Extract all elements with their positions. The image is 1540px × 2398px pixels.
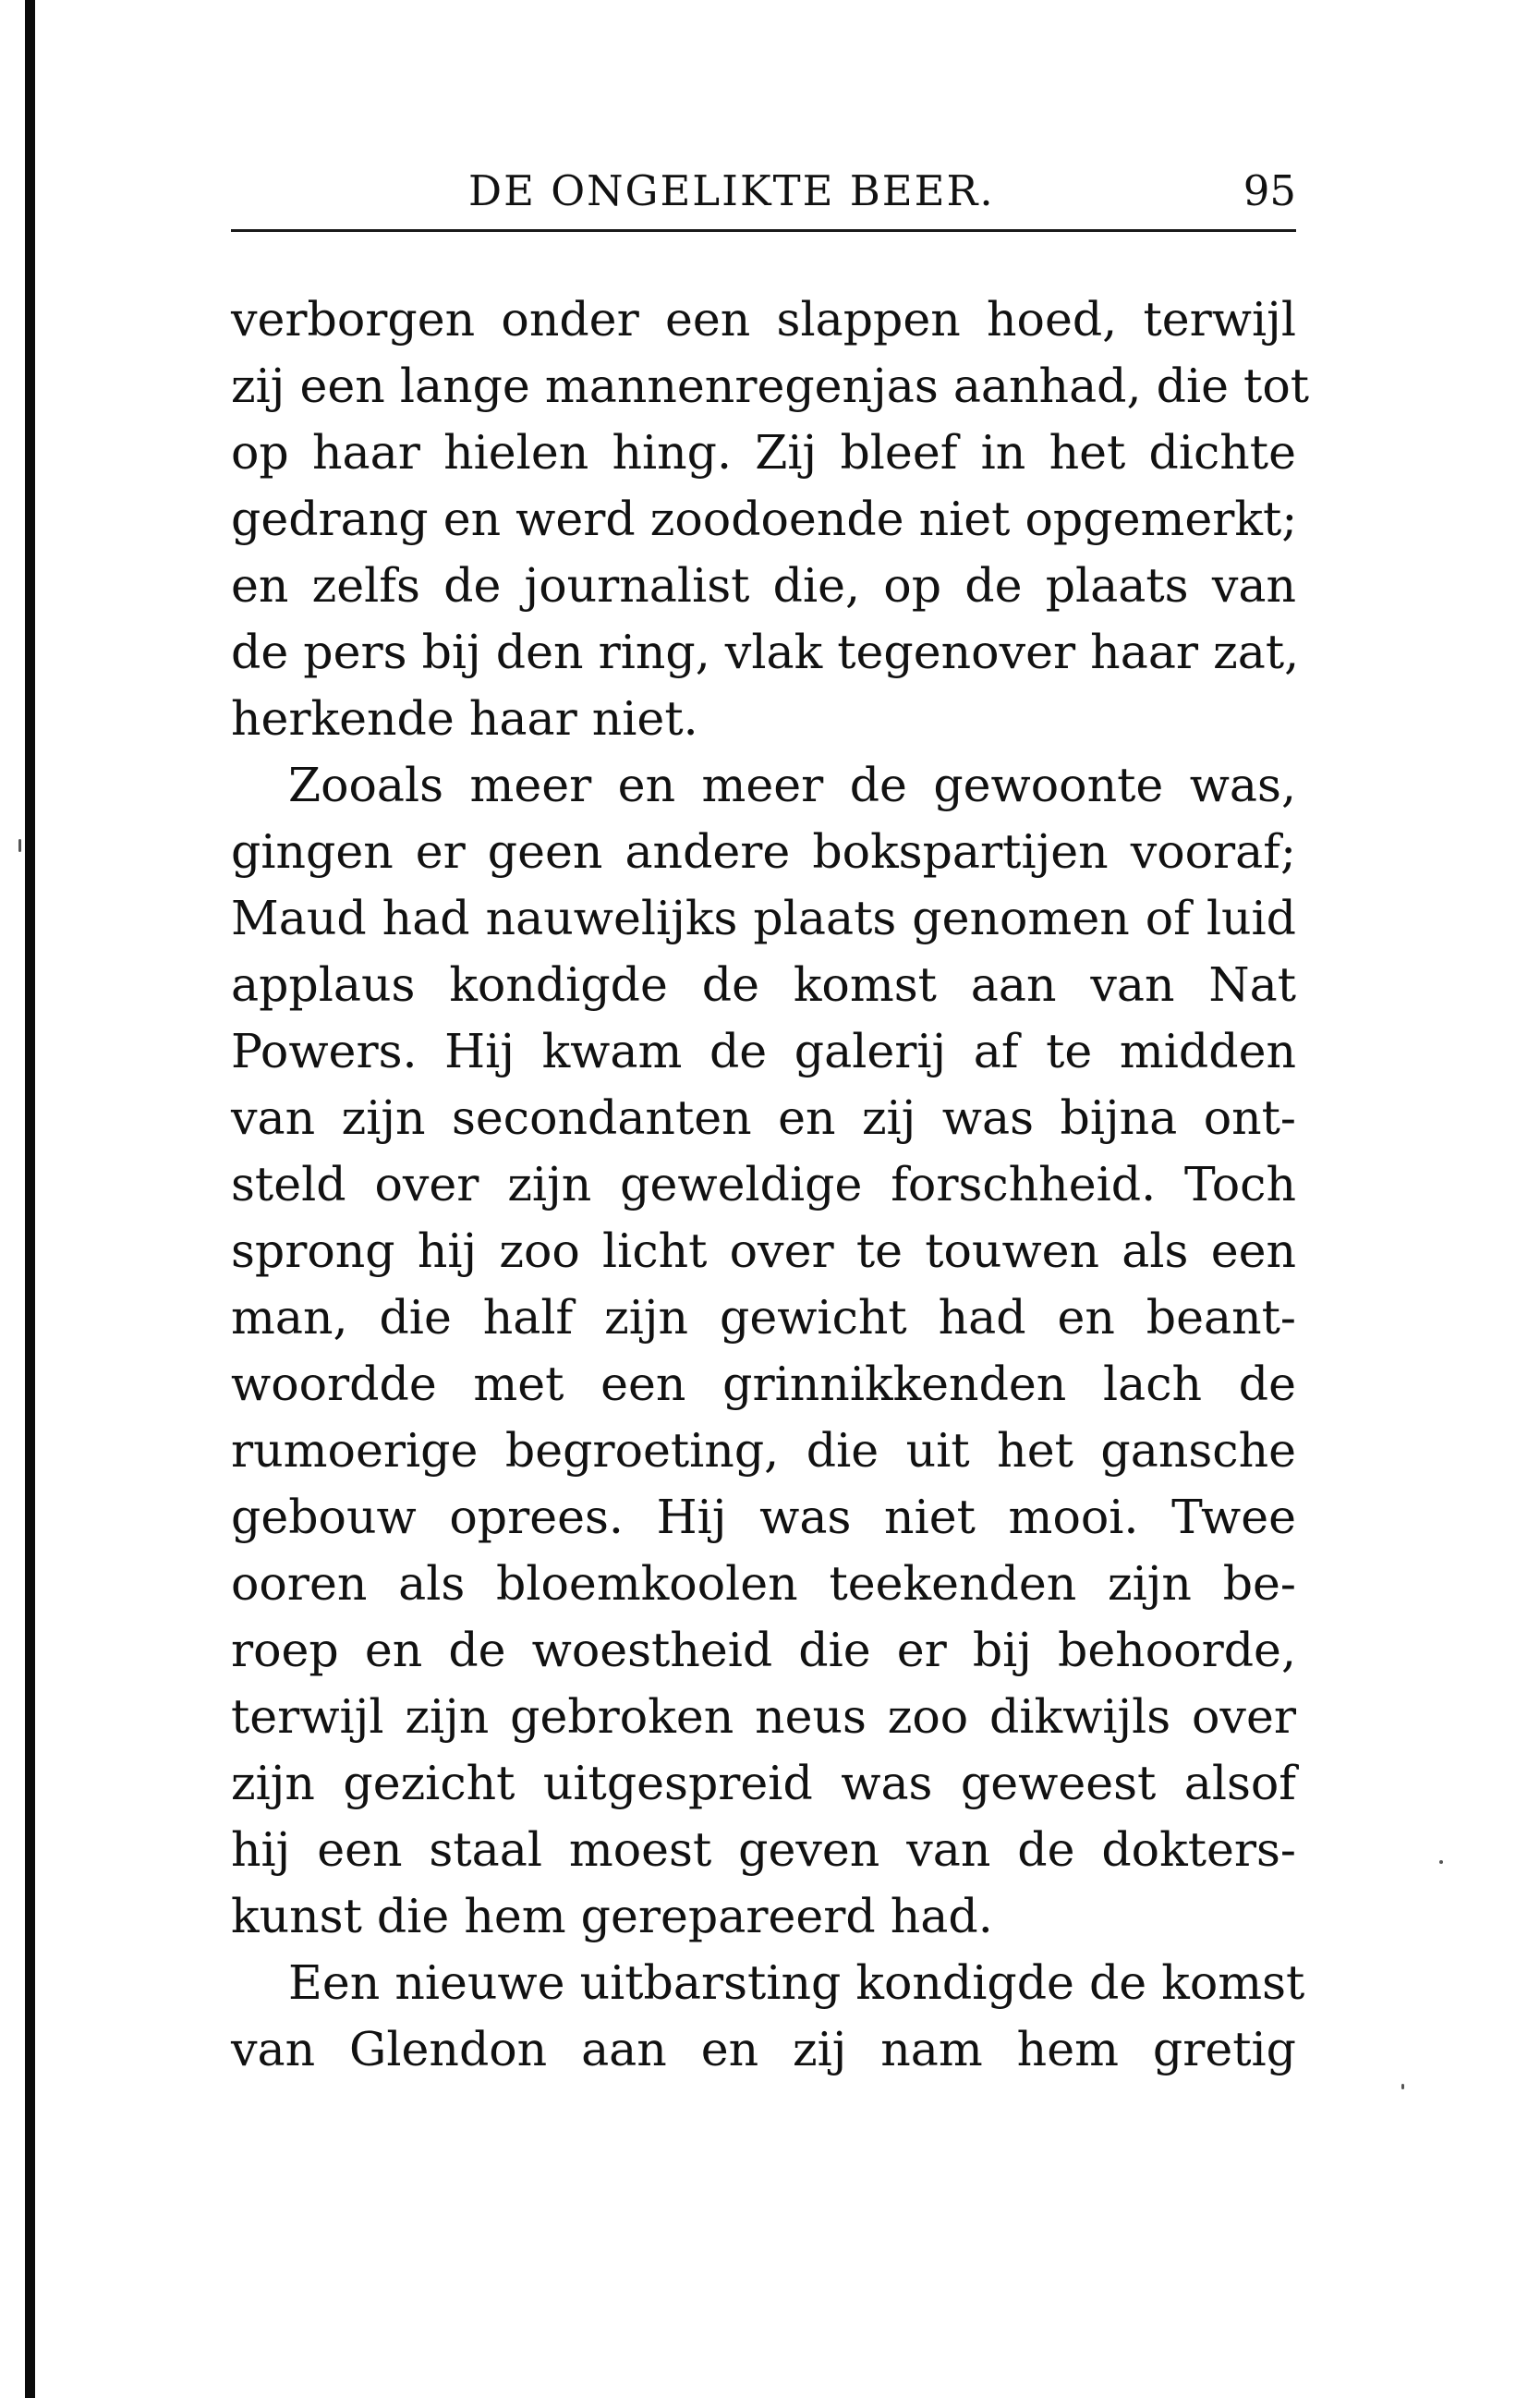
text-line: rumoerige begroeting, die uit het gansche bbox=[231, 1423, 1296, 1478]
text-line: en zelfs de journalist die, op de plaats van bbox=[231, 558, 1296, 613]
text-line: zij een lange mannenregenjas aanhad, die tot bbox=[231, 359, 1310, 413]
text-line: gedrang en werd zoodoende niet opgemerkt; bbox=[231, 492, 1298, 546]
page-number: 95 bbox=[1243, 166, 1296, 215]
page-binding-edge bbox=[25, 0, 35, 2398]
paper-speck bbox=[1401, 2084, 1404, 2089]
text-line: applaus kondigde de komst aan van Nat bbox=[231, 957, 1296, 1012]
page-header bbox=[231, 159, 1296, 224]
text-line: terwijl zijn gebroken neus zoo dikwijls over bbox=[231, 1689, 1296, 1744]
text-line: van zijn secondanten en zij was bijna ont- bbox=[231, 1090, 1296, 1145]
text-line: roep en de woestheid die er bij behoorde, bbox=[231, 1623, 1296, 1677]
text-line: Powers. Hij kwam de galerij af te midden bbox=[231, 1024, 1296, 1078]
text-line: hij een staal moest geven van de dokters- bbox=[231, 1822, 1296, 1877]
text-line: kunst die hem gerepareerd had. bbox=[231, 1889, 993, 1943]
text-line: Een nieuwe uitbarsting kondigde de komst bbox=[288, 1955, 1305, 2010]
text-line: sprong hij zoo licht over te touwen als een bbox=[231, 1223, 1296, 1278]
running-title: DE ONGELIKTE BEER. bbox=[468, 166, 995, 215]
text-line: herkende haar niet. bbox=[231, 691, 698, 746]
text-line: steld over zijn geweldige forschheid. Toch bbox=[231, 1157, 1296, 1211]
text-line: Zooals meer en meer de gewoonte was, bbox=[288, 758, 1296, 812]
text-line: de pers bij den ring, vlak tegenover haar zat, bbox=[231, 625, 1300, 679]
text-line: man, die half zijn gewicht had en beant- bbox=[231, 1290, 1296, 1345]
body-text bbox=[231, 286, 1310, 2083]
paper-speck bbox=[18, 839, 21, 852]
paper-speck bbox=[1439, 1860, 1443, 1864]
text-line: Maud had nauwelijks plaats genomen of luid bbox=[231, 891, 1296, 945]
text-line: gingen er geen andere bokspartijen vooraf; bbox=[231, 824, 1296, 879]
text-line: woordde met een grinnikkenden lach de bbox=[231, 1357, 1296, 1411]
text-line: van Glendon aan en zij nam hem gretig bbox=[231, 2022, 1296, 2076]
text-line: ooren als bloemkoolen teekenden zijn be- bbox=[231, 1556, 1296, 1611]
text-line: gebouw oprees. Hij was niet mooi. Twee bbox=[231, 1490, 1296, 1544]
text-line: zijn gezicht uitgespreid was geweest alsof bbox=[231, 1756, 1296, 1810]
header-rule bbox=[231, 229, 1296, 232]
text-line: op haar hielen hing. Zij bleef in het dichte bbox=[231, 425, 1296, 480]
text-line: verborgen onder een slappen hoed, terwijl bbox=[231, 292, 1296, 347]
